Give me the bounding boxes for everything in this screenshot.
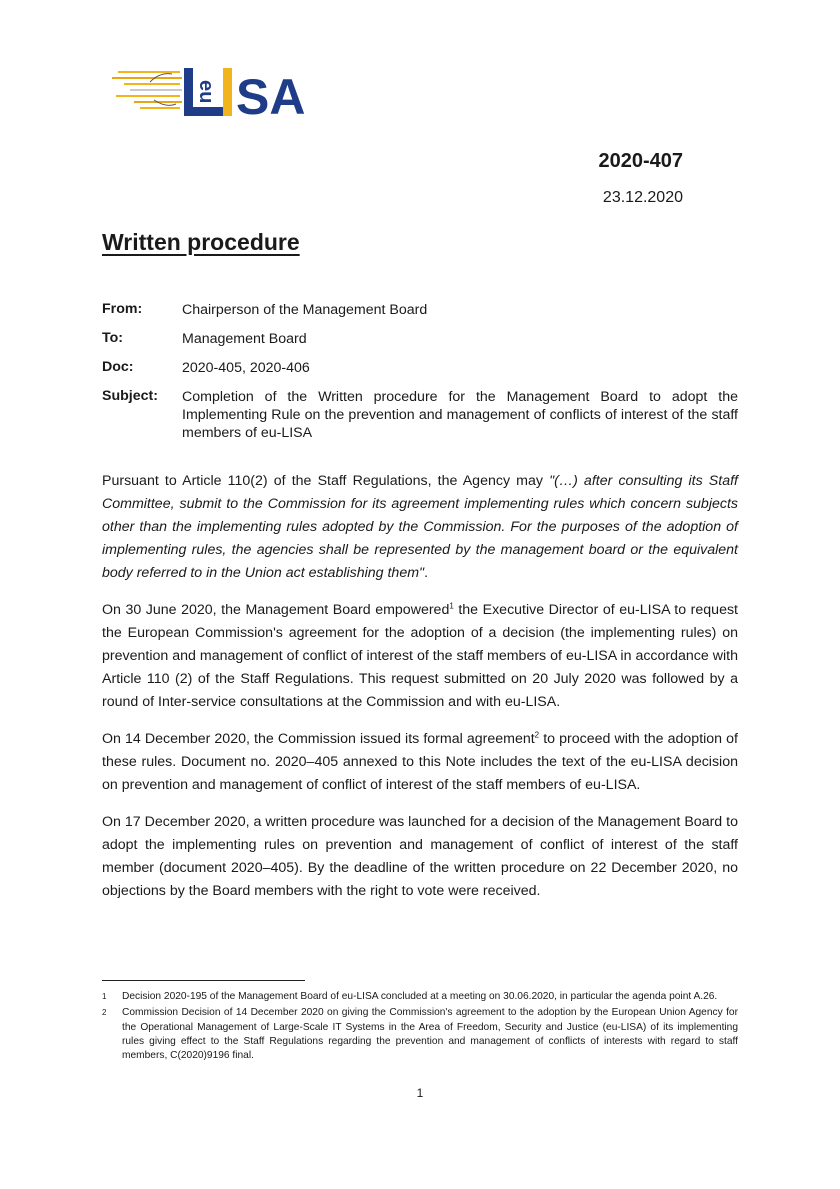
body-text [102,470,738,917]
to-value: Management Board [182,331,307,347]
meta-subject-row [102,388,738,442]
footnote-2: 2 Commission Decision of 14 December 2020 on giving the Commission's agreement to the adoption by the European Union Agency for the Operational Management of Large-Scale IT Systems in the Area of Freedom, Security and Justice (eu-LISA) of its implementing rules giving effect to the Staff Regulations regarding the prevention and management of conflicts of interests with regard to staff members, C(2020)9196 final. [102,1007,738,1062]
paragraph-3: On 14 December 2020, the Commission issued its formal agreement$^2$ to proceed with the adoption of these rules. Document no. 2020–405 annexed to this Note includes the text of the eu-LISA decision on prevention and management of conflict of interest of the staff members of eu-LISA. [102,730,738,793]
doc-label: Doc: [102,359,134,375]
document-number: 2020-407 [598,150,683,172]
from-value: Chairperson of the Management Board [182,302,428,318]
eu-lisa-logo [110,62,325,120]
speed-lines-icon [112,72,182,108]
footnote-divider [102,980,305,981]
footnote-ref-1: 1 [449,601,454,611]
page-title: Written procedure [102,229,300,255]
meta-to-row [102,330,738,348]
footnote-ref-2: 2 [534,730,540,740]
doc-value: 2020-405, 2020-406 [182,360,310,376]
paragraph-4: On 17 December 2020, a written procedure was launched for a decision of the Management Board to adopt the implementing rules on prevention and management of conflict of interest of the staff member (document 2020–405). By the deadline of the written procedure on 22 December 2020, no objections by the Board members with the right to vote were received. [102,814,738,899]
from-label: From: [102,301,143,317]
paragraph-2: On 30 June 2020, the Management Board empowered$^1$ the Executive Director of eu-LISA to request the European Commission's agreement for the adoption of a decision (the implementing rules) on prevention and management of conflict of interest of the staff members of eu-LISA in accordance with Article 110 (2) of the Staff Regulations. This request submitted on 20 July 2020 was followed by a round of Inter-service consultations at the Commission and with eu-LISA. [102,601,738,710]
meta-from-row [102,301,738,319]
paragraph-1: Pursuant to Article 110(2) of the Staff Regulations, the Agency may "(…) after consulting its Staff Committee, submit to the Commission for its agreement implementing rules which concern subjects other than the implementing rules adopted by the Commission. For the purposes of the adoption of implementing rules, the agencies shall be represented by the management board or the equivalent body referred to in the Union act establishing them". [102,473,738,581]
footnotes [102,990,738,1065]
footnote-1: 1 Decision 2020-195 of the Management Board of eu-LISA concluded at a meeting on 30.06.2020, in particular the agenda point A.26. [102,991,718,1002]
page-number: 1 [416,1086,424,1100]
subject-label: Subject: [102,388,158,404]
document-date: 23.12.2020 [602,189,683,206]
logo-text-sa: SA [236,69,306,120]
subject-value: Completion of the Written procedure for the Management Board to adopt the Implementing Rule on the prevention and management of conflicts of interest of the staff members of eu-LISA [182,389,738,441]
to-label: To: [102,330,124,346]
svg-text:eu: eu [195,80,217,104]
meta-doc-row [102,359,738,377]
